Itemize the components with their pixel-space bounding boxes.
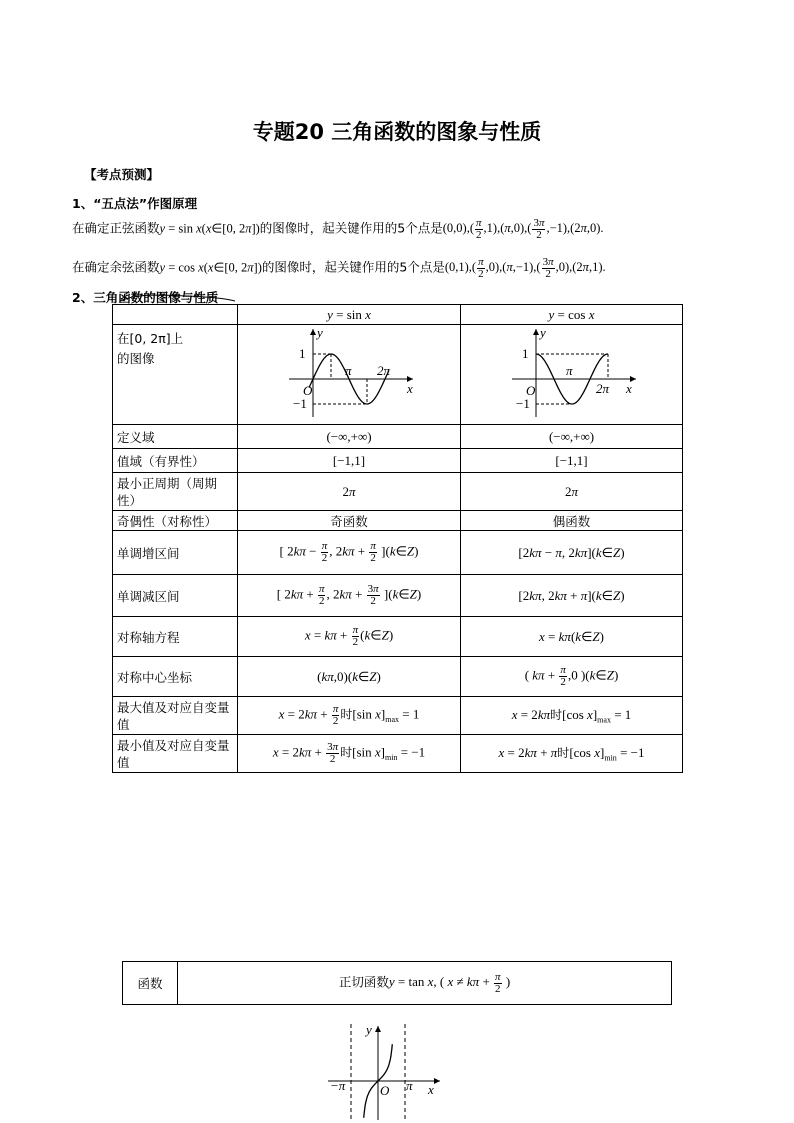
cos-prefix: 在确定余弦函数 — [72, 259, 160, 275]
tan-content — [178, 962, 672, 1005]
min-cos: x = 2kπ + π时[cos $x]_{min} = -1$ — [461, 735, 683, 773]
range-cos: [−1,1] — [461, 449, 683, 473]
handwritten-underline — [118, 283, 238, 305]
table-row — [113, 511, 683, 531]
sin-graph — [279, 325, 419, 421]
cos-one-label: 1 — [521, 346, 528, 361]
cos-key-points: (0,1),( $\frac{\pi}{2}$ ,0),(π,−1),( $\frac{3\pi}{2}$ ,0),(2π,1). — [444, 256, 606, 280]
heading-graph-properties: 2、三角函数的图像与性质 — [72, 290, 219, 305]
page-title: 专题20 三角函数的图象与性质 — [252, 120, 542, 144]
table-row — [113, 697, 683, 735]
sin-pi-label: π — [345, 363, 352, 378]
empty-corner-cell — [113, 305, 238, 325]
max-cos: x = 2kπ时[cos $x]_{max} = 1$ — [461, 697, 683, 735]
cos-y-label: y — [539, 325, 546, 340]
parity-cos: 偶函数 — [461, 511, 683, 531]
sin-func: y — [159, 221, 166, 236]
center-sin: (kπ,0)(k∈Z) — [238, 657, 461, 697]
cos-five-points-line: 在确定余弦函数y = cos x(x∈[0, 2π])的图像时，起关键作用的5个点是(0,1),( $\frac{\pi}{2}$ ,0),(π,−1),( $\frac{3\pi}{2}$ ,0),(2π,1). — [72, 256, 606, 280]
sin-prefix: 在确定正弦函数 — [72, 220, 160, 236]
period-sin: 2π — [238, 473, 461, 511]
cos-suffix: 的图像时，起关键作用的5个点是 — [261, 259, 445, 275]
tan-x-label: x — [428, 1082, 434, 1097]
cos-x-label: x — [625, 381, 632, 396]
cos-origin-label: O — [525, 383, 535, 398]
section-header: 【考点预测】 — [84, 167, 160, 182]
row-label: 最小正周期（周期性） — [113, 473, 238, 511]
cos-graph-cell — [461, 325, 683, 425]
increase-cos: [2kπ − π, 2kπ](k∈Z) — [461, 531, 683, 575]
sin-x-label: x — [407, 381, 413, 396]
row-label: 定义域 — [113, 425, 238, 449]
cos-minus-one-label: −1 — [515, 396, 530, 411]
sin-suffix: 的图像时，起关键作用的5个点是 — [259, 220, 443, 236]
row-label: 对称轴方程 — [113, 617, 238, 657]
sin-one-label: 1 — [299, 346, 306, 361]
axis-sin: x = kπ + $\frac{\pi}{2}$ (k∈Z) — [238, 617, 461, 657]
table-row — [113, 575, 683, 617]
decrease-cos: [2kπ, 2kπ + π](k∈Z) — [461, 575, 683, 617]
tan-neg-pi-label: −π — [330, 1078, 346, 1093]
sin-minus-one-label: −1 — [293, 396, 307, 411]
sin-five-points-line: 在确定正弦函数y = sin x(x∈[0, 2π])的图像时，起关键作用的5个点是(0,0),( $\frac{\pi}{2}$ ,1),(π,0),( $\frac{3\pi}{2}$ ,−1),(2π,0). — [72, 217, 604, 241]
table-row — [113, 473, 683, 511]
table-row — [113, 531, 683, 575]
tan-pi-label: π — [406, 1078, 413, 1093]
tan-graph — [324, 1020, 444, 1120]
period-cos: 2π — [461, 473, 683, 511]
parity-sin: 奇函数 — [238, 511, 461, 531]
tan-func: y = tan x, ( x ≠ kπ + $\frac{\pi}{2}$ ) — [388, 970, 511, 995]
domain-cos: (−∞,+∞) — [461, 425, 683, 449]
max-sin: x = 2kπ + $\frac{\pi}{2}$ 时[sin $x]_{max} = 1$ — [238, 697, 461, 735]
header-cos: y = cos x — [461, 305, 683, 325]
tan-row — [123, 962, 672, 1005]
table-row — [113, 425, 683, 449]
cos-pi-label: π — [565, 363, 573, 378]
sin-graph-cell — [238, 325, 461, 425]
row-label: 最大值及对应自变量值 — [113, 697, 238, 735]
cos-2pi-label: 2π — [595, 381, 609, 396]
range-sin: [−1,1] — [238, 449, 461, 473]
axis-cos: x = kπ(k∈Z) — [461, 617, 683, 657]
sin-2pi-label: 2π — [377, 363, 391, 378]
domain-sin: (−∞,+∞) — [238, 425, 461, 449]
tan-label: 函数 — [123, 962, 178, 1005]
tan-y-label: y — [366, 1022, 372, 1037]
sin-key-points: (0,0),( $\frac{\pi}{2}$ ,1),(π,0),( $\frac{3\pi}{2}$ ,−1),(2π,0). — [442, 217, 604, 241]
table-row — [113, 735, 683, 773]
row-label: 最小值及对应自变量值 — [113, 735, 238, 773]
row-label: 对称中心坐标 — [113, 657, 238, 697]
row-label: 单调减区间 — [113, 575, 238, 617]
table-row — [113, 617, 683, 657]
increase-sin: [ 2kπ − $\frac{\pi}{2}$ , 2kπ + $\frac{\pi}{2}$ ](k∈Z) — [238, 531, 461, 575]
sin-y-label: y — [317, 325, 323, 340]
header-sin: y = sin x — [238, 305, 461, 325]
table-row — [113, 449, 683, 473]
row-label: 奇偶性（对称性） — [113, 511, 238, 531]
tan-origin-label: O — [380, 1083, 390, 1098]
properties-table — [112, 304, 683, 773]
row-label: 值域（有界性） — [113, 449, 238, 473]
center-cos: ( kπ + $\frac{\pi}{2}$ ,0 )(k∈Z) — [461, 657, 683, 697]
cos-graph — [502, 325, 642, 421]
heading-five-point: 1、“五点法”作图原理 — [72, 196, 198, 211]
tan-prefix: 正切函数 — [338, 973, 389, 989]
table-row — [113, 657, 683, 697]
table-row-graph — [113, 325, 683, 425]
tan-table — [122, 961, 672, 1005]
sin-origin-label: O — [303, 383, 313, 398]
graph-row-label: 在[0, 2π]上 的图像 — [113, 325, 238, 425]
table-header-row — [113, 305, 683, 325]
decrease-sin: [ 2kπ + $\frac{\pi}{2}$ , 2kπ + $\frac{3\pi}{2}$ ](k∈Z) — [238, 575, 461, 617]
min-sin: x = 2kπ + $\frac{3\pi}{2}$ 时[sin $x]_{min} = -1$ — [238, 735, 461, 773]
cos-func: y — [159, 260, 166, 275]
row-label: 单调增区间 — [113, 531, 238, 575]
